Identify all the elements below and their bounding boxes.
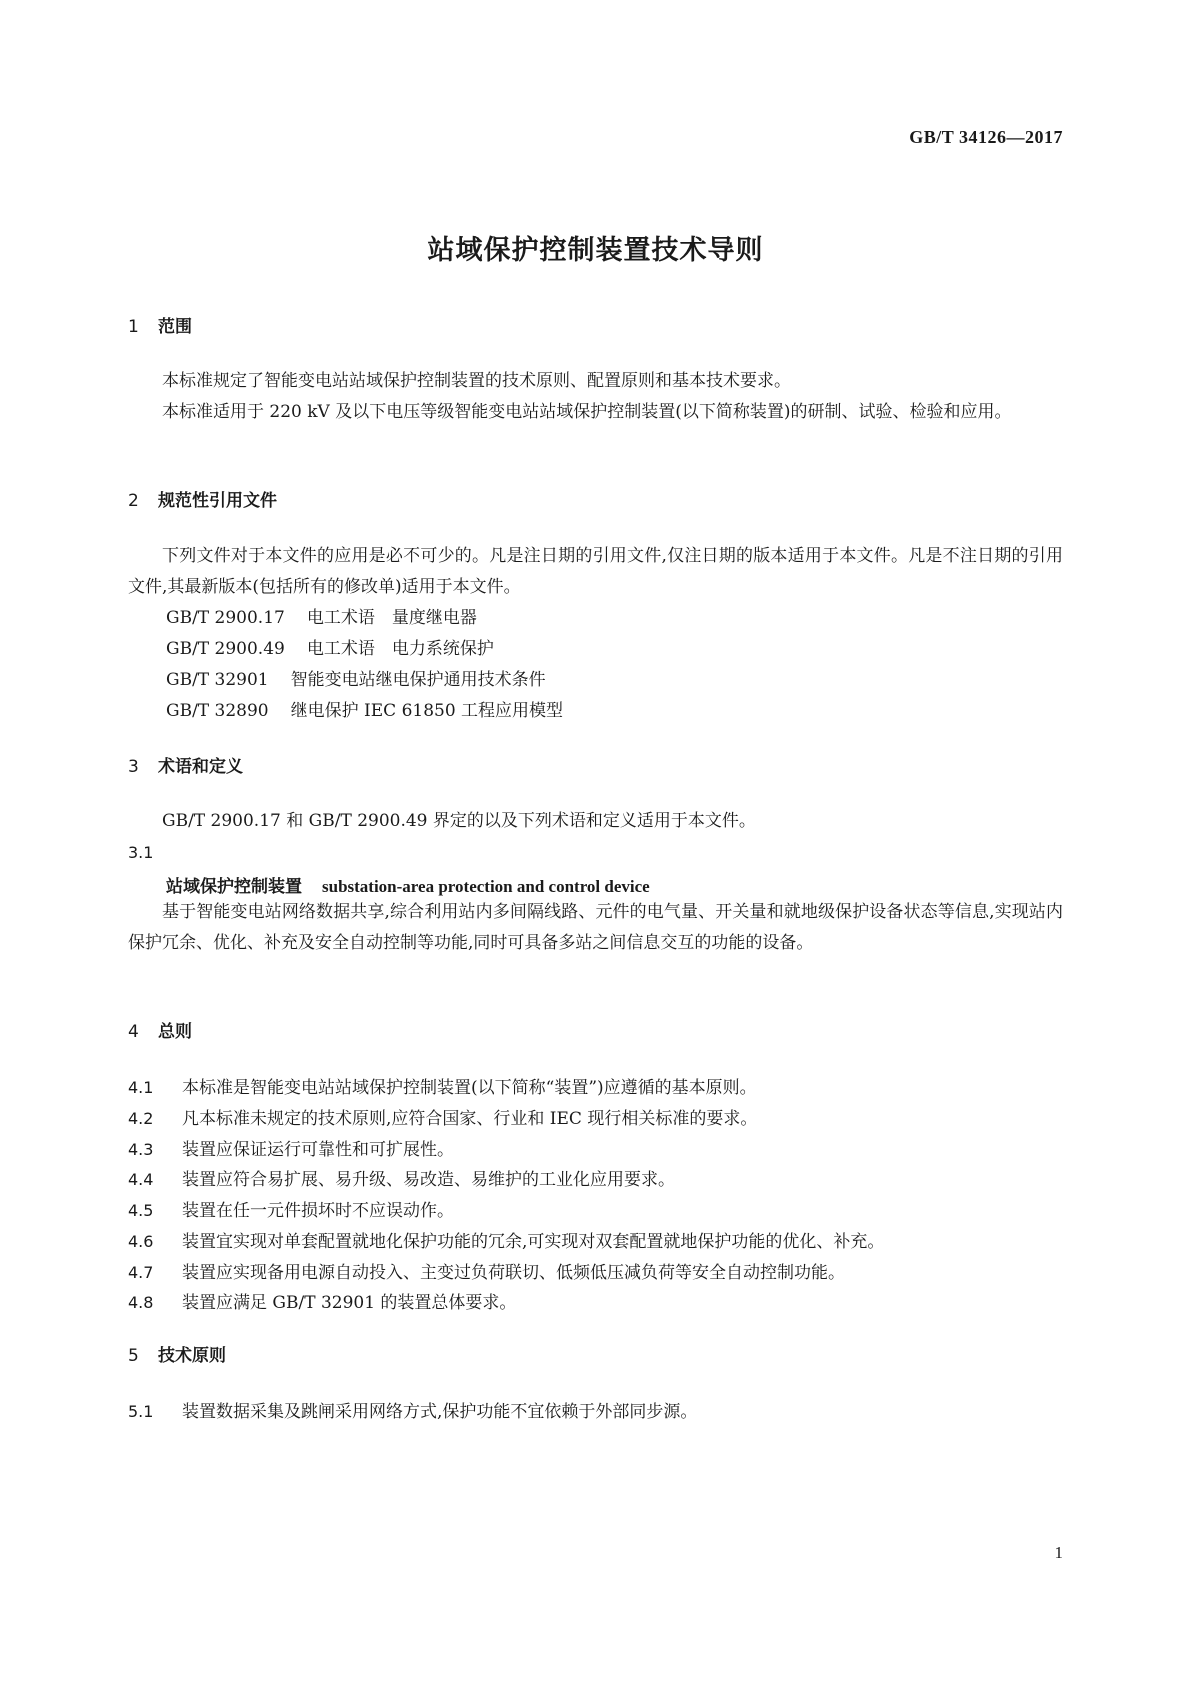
clause [128,1104,757,1129]
section-heading-3 [128,752,243,777]
section-title: 总则 [158,1022,192,1042]
clause-number: 4.1 [128,1078,154,1097]
reference-item [166,665,546,690]
clause-number: 4.4 [128,1170,154,1189]
clause-number: 4.7 [128,1263,154,1282]
reference-item [166,603,477,628]
section-heading-1 [128,312,192,337]
clause-text: 装置应保证运行可靠性和可扩展性。 [182,1140,454,1160]
page-number: 1 [1054,1543,1063,1562]
clause [128,1165,675,1190]
reference-item [166,696,563,721]
section-number: 5 [128,1346,139,1366]
reference-name: 继电保护 IEC 61850 工程应用模型 [290,701,564,721]
clause-number: 4.5 [128,1201,154,1220]
paragraph: GB/T 2900.17 和 GB/T 2900.49 界定的以及下列术语和定义适用于本文件。 [162,811,756,831]
paragraph: 本标准规定了智能变电站站域保护控制装置的技术原则、配置原则和基本技术要求。 [162,371,791,391]
term-number: 3.1 [128,843,154,862]
clause-number: 4.2 [128,1109,154,1128]
section-title: 范围 [158,317,192,337]
section-title: 技术原则 [158,1346,226,1366]
section-title: 术语和定义 [158,757,243,777]
clause-text: 装置数据采集及跳闸采用网络方式,保护功能不宜依赖于外部同步源。 [182,1402,698,1422]
clause-text: 装置应符合易扩展、易升级、易改造、易维护的工业化应用要求。 [182,1170,675,1190]
section-number: 3 [128,757,139,777]
document-title: 站域保护控制装置技术导则 [427,235,764,266]
section-number: 4 [128,1022,139,1042]
reference-item [166,634,494,659]
clause-number: 5.1 [128,1402,154,1421]
reference-code: GB/T 32901 [166,670,269,690]
clause [128,1397,697,1422]
reference-code: GB/T 2900.49 [166,639,285,659]
section-title: 规范性引用文件 [158,491,277,511]
section-number: 1 [128,317,139,337]
clause-text: 本标准是智能变电站站域保护控制装置(以下简称“装置”)应遵循的基本原则。 [182,1078,757,1098]
clause [128,1258,845,1283]
term-definition: 基于智能变电站网络数据共享,综合利用站内多间隔线路、元件的电气量、开关量和就地级保护设备状态等信息,实现站内保护冗余、优化、补充及安全自动控制等功能,同时可具备多站之间信息交互的功能的设备。 [128,902,1063,953]
clause [128,1227,884,1252]
reference-name: 电工术语 电力系统保护 [306,639,494,659]
term-name-chinese: 站域保护控制装置 [166,877,302,897]
reference-code: GB/T 32890 [166,701,269,721]
section-heading-2 [128,486,277,511]
clause-text: 装置应实现备用电源自动投入、主变过负荷联切、低频低压减负荷等安全自动控制功能。 [182,1263,845,1283]
section-number: 2 [128,491,139,511]
paragraph: 本标准适用于 220 kV 及以下电压等级智能变电站站域保护控制装置(以下简称装置)的研制、试验、检验和应用。 [162,402,1012,422]
clause [128,1288,516,1313]
clause-text: 装置应满足 GB/T 32901 的装置总体要求。 [182,1293,517,1313]
standard-code: GB/T 34126—2017 [909,127,1063,147]
reference-name: 智能变电站继电保护通用技术条件 [290,670,546,690]
clause [128,1073,757,1098]
term-name [166,872,650,897]
reference-code: GB/T 2900.17 [166,608,285,628]
section-heading-4 [128,1017,192,1042]
clause [128,1196,454,1221]
clause-text: 凡本标准未规定的技术原则,应符合国家、行业和 IEC 现行相关标准的要求。 [182,1109,758,1129]
reference-name: 电工术语 量度继电器 [306,608,477,628]
clause-text: 装置在任一元件损坏时不应误动作。 [182,1201,454,1221]
term-name-english: substation-area protection and control device [322,877,650,896]
clause-number: 4.3 [128,1140,154,1159]
section-heading-5 [128,1341,226,1366]
clause-number: 4.6 [128,1232,154,1251]
paragraph: 下列文件对于本文件的应用是必不可少的。凡是注日期的引用文件,仅注日期的版本适用于本文件。凡是不注日期的引用文件,其最新版本(包括所有的修改单)适用于本文件。 [128,546,1063,597]
clause [128,1135,454,1160]
clause-number: 4.8 [128,1293,154,1312]
clause-text: 装置宜实现对单套配置就地化保护功能的冗余,可实现对双套配置就地保护功能的优化、补充。 [182,1232,885,1252]
